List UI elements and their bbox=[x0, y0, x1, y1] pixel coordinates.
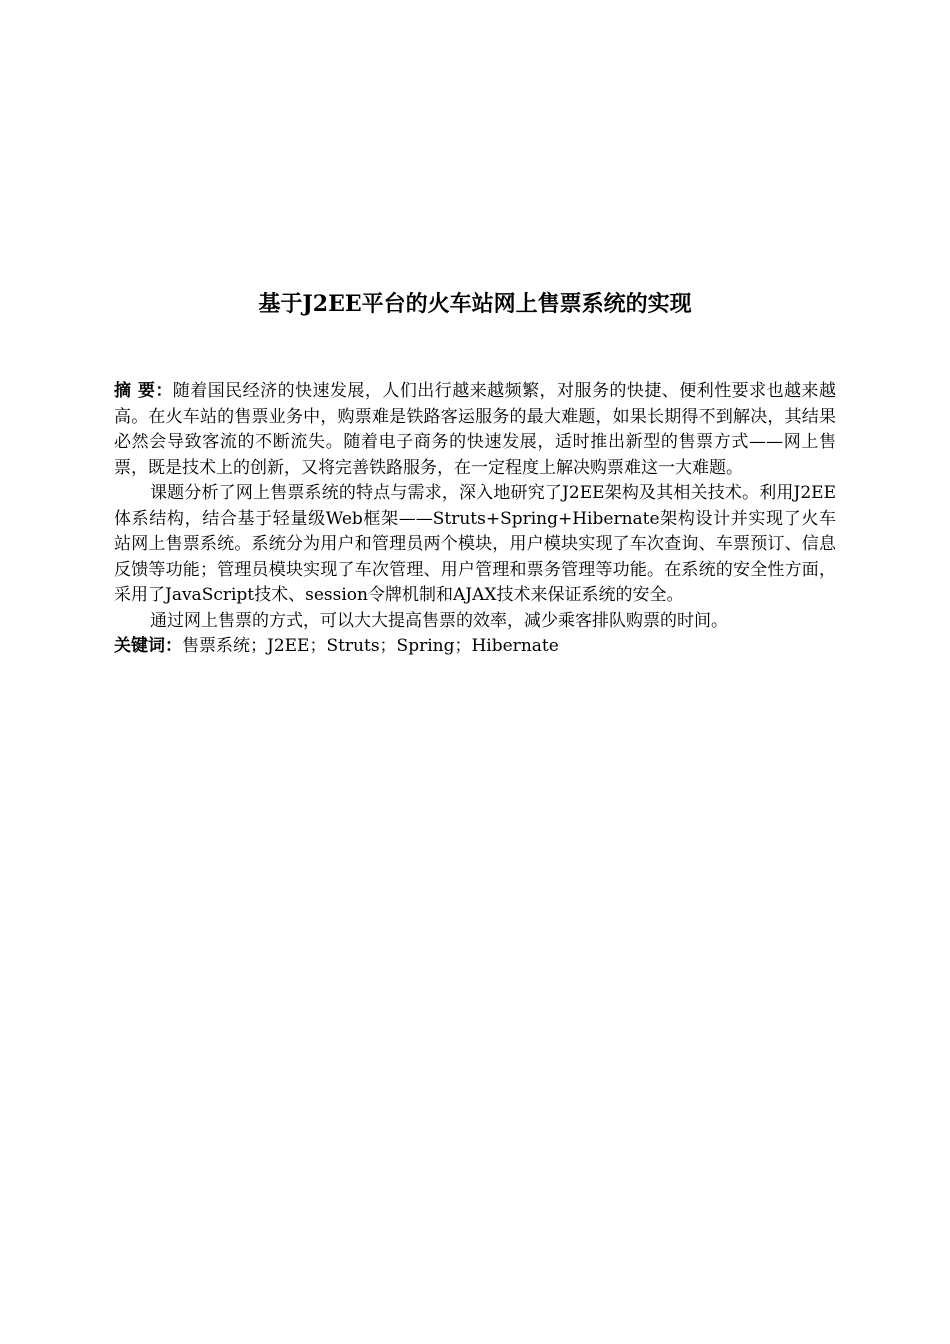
abstract-paragraph-2: 课题分析了网上售票系统的特点与需求，深入地研究了J2EE架构及其相关技术。利用J2EE体系结构，结合基于轻量级Web框架——Struts+Spring+Hibernate架构设计并实现了火车站网上售票系统。系统分为用户和管理员两个模块，用户模块实现了车次查询、车票预订、信息反馈等功能；管理员模块实现了车次管理、用户管理和票务管理等功能。在系统的安全性方面，采用了JavaScript技术、session令牌机制和AJAX技术来保证系统的安全。 bbox=[114, 483, 836, 605]
abstract-section bbox=[114, 379, 836, 660]
keywords-label: 关键词： bbox=[114, 636, 182, 656]
paper-title: 基于J2EE平台的火车站网上售票系统的实现 bbox=[258, 291, 692, 317]
abstract-paragraph-3: 通过网上售票的方式，可以大大提高售票的效率，减少乘客排队购票的时间。 bbox=[150, 610, 728, 631]
abstract-text-1: 随着国民经济的快速发展，人们出行越来越频繁，对服务的快捷、便利性要求也越来越高。在火车站的售票业务中，购票难是铁路客运服务的最大难题，如果长期得不到解决，其结果必然会导致客流的不断流失。随着电子商务的快速发展，适时推出新型的售票方式——网上售票，既是技术上的创新，又将完善铁路服务，在一定程度上解决购票难这一大难题。 bbox=[114, 381, 836, 478]
keywords-line bbox=[114, 634, 836, 660]
abstract-paragraph-1 bbox=[114, 379, 836, 481]
keywords-text: 售票系统；J2EE；Struts；Spring；Hibernate bbox=[182, 636, 559, 656]
abstract-label: 摘 要： bbox=[114, 381, 173, 401]
